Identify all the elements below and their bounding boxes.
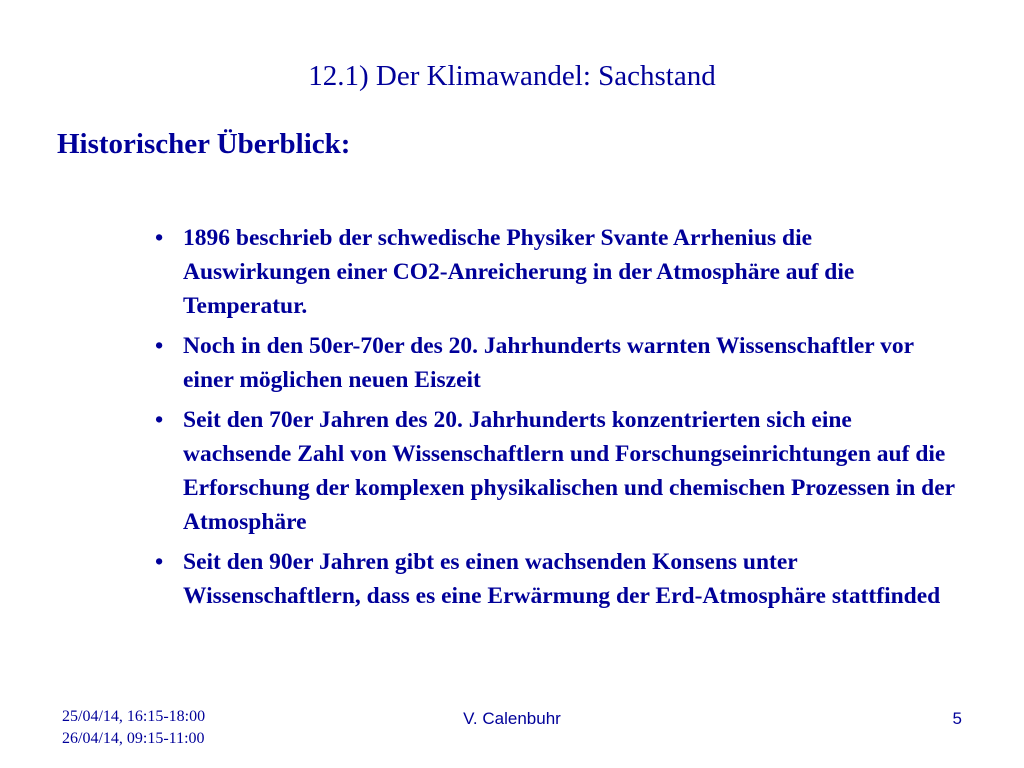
slide-title: 12.1) Der Klimawandel: Sachstand — [308, 60, 716, 92]
bullet-icon: • — [155, 549, 164, 575]
bullet-icon: • — [155, 407, 164, 433]
footer-author: V. Calenbuhr — [463, 709, 561, 728]
bullet-item — [155, 329, 955, 397]
bullet-icon: • — [155, 333, 164, 359]
footer-date-line-1: 25/04/14, 16:15-18:00 — [62, 708, 206, 725]
bullet-text: Seit den 70er Jahren des 20. Jahrhunderts konzentrierten sich eine wachsende Zahl von Wissenschaftlern und Forschungseinrichtungen auf die Erforschung der komplexen physikalischen und chemischen Prozessen in der Atmosphäre — [183, 407, 955, 535]
slide-subtitle: Historischer Überblick: — [57, 128, 351, 160]
bullet-item — [155, 403, 955, 539]
bullet-text: 1896 beschrieb der schwedische Physiker Svante Arrhenius die Auswirkungen einer CO2-Anreicherung in der Atmosphäre auf die Temperatur. — [183, 225, 855, 319]
page-number: 5 — [952, 709, 962, 728]
bullet-list — [155, 221, 955, 619]
bullet-icon: • — [155, 225, 164, 251]
bullet-item — [155, 221, 955, 323]
bullet-text: Seit den 90er Jahren gibt es einen wachsenden Konsens unter Wissenschaftlern, dass es eine Erwärmung der Erd-Atmosphäre stattfinded — [183, 549, 941, 609]
bullet-item — [155, 545, 955, 613]
footer-date-line-2: 26/04/14, 09:15-11:00 — [62, 730, 205, 747]
bullet-text: Noch in den 50er-70er des 20. Jahrhunderts warnten Wissenschaftler vor einer möglichen neuen Eiszeit — [183, 333, 914, 393]
